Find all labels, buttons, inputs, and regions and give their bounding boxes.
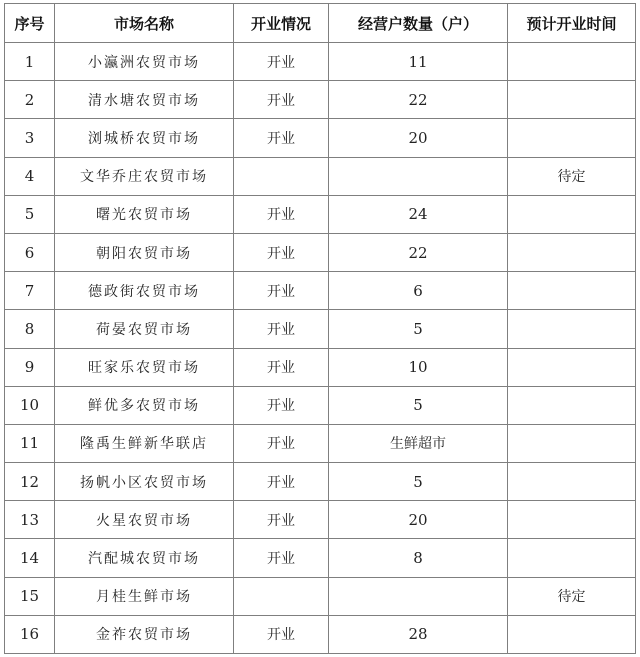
cell-name: 扬帆小区农贸市场 <box>55 463 234 501</box>
cell-expected <box>508 386 636 424</box>
cell-name: 浏城桥农贸市场 <box>55 119 234 157</box>
cell-no: 10 <box>5 386 55 424</box>
cell-count: 10 <box>329 348 508 386</box>
cell-expected <box>508 539 636 577</box>
cell-count <box>329 157 508 195</box>
cell-expected: 待定 <box>508 157 636 195</box>
cell-no: 2 <box>5 81 55 119</box>
cell-expected: 待定 <box>508 577 636 615</box>
cell-name: 曙光农贸市场 <box>55 195 234 233</box>
cell-status: 开业 <box>234 81 329 119</box>
cell-name: 德政街农贸市场 <box>55 272 234 310</box>
cell-status: 开业 <box>234 615 329 653</box>
cell-status <box>234 157 329 195</box>
cell-count: 24 <box>329 195 508 233</box>
cell-no: 4 <box>5 157 55 195</box>
cell-count: 6 <box>329 272 508 310</box>
header-no: 序号 <box>5 4 55 43</box>
cell-status: 开业 <box>234 539 329 577</box>
cell-no: 14 <box>5 539 55 577</box>
table-row <box>5 615 636 653</box>
table-row <box>5 157 636 195</box>
cell-count: 生鲜超市 <box>329 424 508 462</box>
cell-no: 13 <box>5 501 55 539</box>
cell-no: 3 <box>5 119 55 157</box>
cell-expected <box>508 348 636 386</box>
cell-expected <box>508 501 636 539</box>
cell-no: 6 <box>5 233 55 271</box>
cell-count: 11 <box>329 43 508 81</box>
cell-name: 汽配城农贸市场 <box>55 539 234 577</box>
table-row <box>5 195 636 233</box>
table-row <box>5 233 636 271</box>
cell-count: 8 <box>329 539 508 577</box>
cell-status: 开业 <box>234 386 329 424</box>
cell-name: 朝阳农贸市场 <box>55 233 234 271</box>
cell-name: 鲜优多农贸市场 <box>55 386 234 424</box>
cell-status: 开业 <box>234 195 329 233</box>
table-row <box>5 310 636 348</box>
cell-status: 开业 <box>234 310 329 348</box>
table-row <box>5 81 636 119</box>
cell-count <box>329 577 508 615</box>
cell-expected <box>508 463 636 501</box>
cell-status: 开业 <box>234 348 329 386</box>
cell-status: 开业 <box>234 119 329 157</box>
cell-name: 旺家乐农贸市场 <box>55 348 234 386</box>
cell-count: 20 <box>329 501 508 539</box>
cell-expected <box>508 424 636 462</box>
header-name: 市场名称 <box>55 4 234 43</box>
market-table <box>4 3 636 654</box>
cell-name: 月桂生鲜市场 <box>55 577 234 615</box>
cell-no: 1 <box>5 43 55 81</box>
cell-count: 5 <box>329 463 508 501</box>
cell-no: 15 <box>5 577 55 615</box>
cell-status: 开业 <box>234 463 329 501</box>
cell-name: 荷晏农贸市场 <box>55 310 234 348</box>
cell-no: 9 <box>5 348 55 386</box>
header-status: 开业情况 <box>234 4 329 43</box>
cell-count: 22 <box>329 81 508 119</box>
cell-expected <box>508 615 636 653</box>
header-row <box>5 4 636 43</box>
cell-expected <box>508 119 636 157</box>
cell-no: 8 <box>5 310 55 348</box>
header-count: 经营户数量（户） <box>329 4 508 43</box>
cell-status: 开业 <box>234 501 329 539</box>
table-row <box>5 272 636 310</box>
cell-no: 5 <box>5 195 55 233</box>
table-row <box>5 463 636 501</box>
cell-count: 20 <box>329 119 508 157</box>
cell-status: 开业 <box>234 233 329 271</box>
table-row <box>5 577 636 615</box>
table-row <box>5 539 636 577</box>
table-row <box>5 119 636 157</box>
table-row <box>5 348 636 386</box>
cell-no: 12 <box>5 463 55 501</box>
cell-status: 开业 <box>234 272 329 310</box>
header-expected: 预计开业时间 <box>508 4 636 43</box>
cell-no: 11 <box>5 424 55 462</box>
table-row <box>5 501 636 539</box>
cell-name: 文华乔庄农贸市场 <box>55 157 234 195</box>
cell-name: 隆禹生鲜新华联店 <box>55 424 234 462</box>
cell-expected <box>508 43 636 81</box>
cell-count: 28 <box>329 615 508 653</box>
cell-expected <box>508 81 636 119</box>
cell-status: 开业 <box>234 43 329 81</box>
cell-name: 小瀛洲农贸市场 <box>55 43 234 81</box>
cell-status <box>234 577 329 615</box>
cell-no: 16 <box>5 615 55 653</box>
cell-status: 开业 <box>234 424 329 462</box>
cell-no: 7 <box>5 272 55 310</box>
cell-expected <box>508 195 636 233</box>
cell-name: 清水塘农贸市场 <box>55 81 234 119</box>
cell-name: 火星农贸市场 <box>55 501 234 539</box>
table-body <box>5 43 636 654</box>
cell-expected <box>508 272 636 310</box>
cell-expected <box>508 310 636 348</box>
cell-count: 5 <box>329 386 508 424</box>
table-row <box>5 43 636 81</box>
table-row <box>5 424 636 462</box>
cell-name: 金祚农贸市场 <box>55 615 234 653</box>
cell-count: 5 <box>329 310 508 348</box>
cell-count: 22 <box>329 233 508 271</box>
table-row <box>5 386 636 424</box>
cell-expected <box>508 233 636 271</box>
